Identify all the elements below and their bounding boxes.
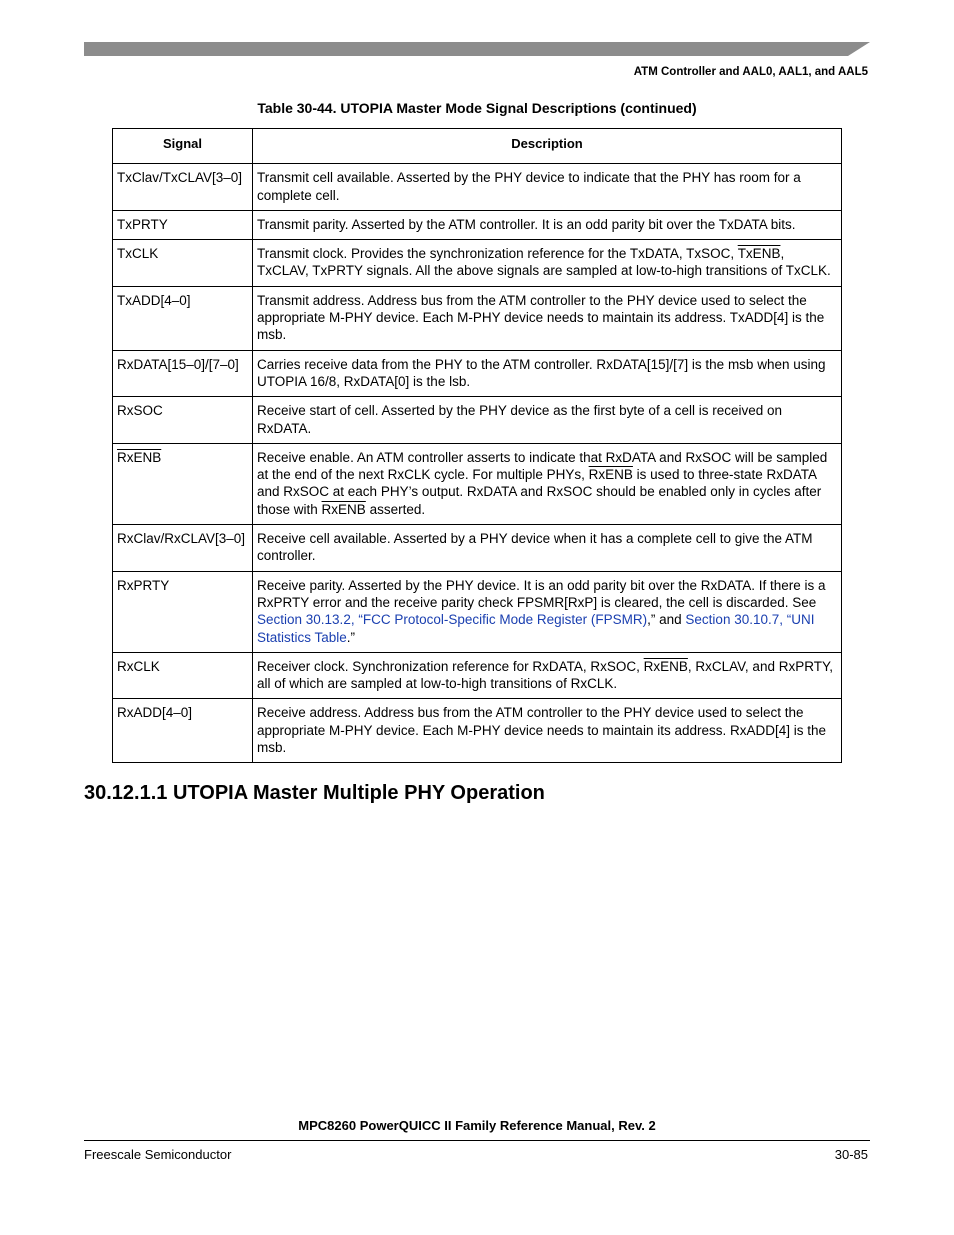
footer-divider	[84, 1140, 870, 1141]
active-low-signal: RxENB	[117, 449, 162, 465]
description-cell: Carries receive data from the PHY to the ATM controller. RxDATA[15]/[7] is the msb when using UTOPIA 16/8, RxDATA[0] is the lsb.	[253, 350, 842, 397]
description-text: Receive enable. An ATM controller asserts to indicate that RxDATA and RxSOC will be sampled at the end of the next RxCLK cycle. For multiple PHYs,	[257, 449, 828, 483]
description-cell: Receive cell available. Asserted by a PHY device when it has a complete cell to give the ATM controller.	[253, 525, 842, 572]
table-row	[113, 286, 842, 350]
description-text: ,” and	[647, 612, 686, 628]
signal-cell: TxADD[4–0]	[113, 286, 253, 350]
description-text: , TxCLAV, TxPRTY signals. All the above signals are sampled at low-to-high transitions of TxCLK.	[257, 246, 831, 279]
description-text: Transmit clock. Provides the synchronization reference for the TxDATA, TxSOC,	[257, 246, 738, 262]
description-text: is used to three-state RxDATA and RxSOC at each PHY’s output. RxDATA and RxSOC should be enabled only in cycles after those with	[257, 467, 822, 517]
table-row	[113, 240, 842, 287]
footer-manual-title: MPC8260 PowerQUICC II Family Reference Manual, Rev. 2	[298, 1118, 656, 1133]
signal-cell: TxCLK	[113, 240, 253, 287]
table-row	[113, 443, 842, 524]
description-cell	[253, 443, 842, 524]
description-cell: Transmit parity. Asserted by the ATM controller. It is an odd parity bit over the TxDATA bits.	[253, 210, 842, 239]
table-row	[113, 210, 842, 239]
table-row	[113, 164, 842, 211]
description-cell	[253, 571, 842, 652]
description-text: Receive parity. Asserted by the PHY device. It is an odd parity bit over the RxDATA. If there is a RxPRTY error and the receive parity check FPSMR[RxP] is cleared, the cell is discarded. See	[257, 577, 826, 610]
signal-cell: TxClav/TxCLAV[3–0]	[113, 164, 253, 211]
description-text: asserted.	[365, 501, 426, 517]
fpsmr-section-link[interactable]: Section 30.13.2, “FCC Protocol-Specific Mode Register (FPSMR)	[257, 612, 648, 628]
table-row	[113, 652, 842, 699]
signal-cell: RxADD[4–0]	[113, 699, 253, 763]
description-text: .”	[346, 629, 356, 645]
table-caption: Table 30-44. UTOPIA Master Mode Signal Descriptions (continued)	[257, 100, 697, 116]
column-header-signal: Signal	[113, 129, 253, 164]
column-header-description: Description	[253, 129, 842, 164]
description-cell: Transmit cell available. Asserted by the PHY device to indicate that the PHY has room for a complete cell.	[253, 164, 842, 211]
table-row	[113, 397, 842, 444]
active-low-signal: TxENB	[737, 246, 781, 262]
description-cell: Transmit address. Address bus from the ATM controller to the PHY device used to select the appropriate M-PHY device. Each M-PHY device needs to maintain its address. TxADD[4] is the msb.	[253, 286, 842, 350]
table-row	[113, 571, 842, 652]
active-low-signal: RxENB	[643, 658, 688, 674]
description-cell	[253, 240, 842, 287]
header-bar	[84, 42, 870, 56]
footer-page-number: 30-85	[834, 1147, 868, 1162]
signal-cell: RxDATA[15–0]/[7–0]	[113, 350, 253, 397]
signal-cell: RxCLK	[113, 652, 253, 699]
active-low-signal: RxENB	[321, 501, 366, 517]
uni-statistics-section-link[interactable]: Section 30.10.7, “UNI Statistics Table	[257, 612, 815, 645]
signal-cell	[113, 443, 253, 524]
description-cell	[253, 652, 842, 699]
signal-cell: RxSOC	[113, 397, 253, 444]
description-cell: Receive address. Address bus from the ATM controller to the PHY device used to select the appropriate M-PHY device. Each M-PHY device needs to maintain its address. RxADD[4] is the msb.	[253, 699, 842, 763]
signal-cell: TxPRTY	[113, 210, 253, 239]
table-header-row	[113, 129, 842, 164]
section-heading: 30.12.1.1 UTOPIA Master Multiple PHY Operation	[84, 782, 545, 804]
signal-cell: RxPRTY	[113, 571, 253, 652]
running-head: ATM Controller and AAL0, AAL1, and AAL5	[633, 66, 868, 78]
footer-company: Freescale Semiconductor	[84, 1147, 232, 1162]
table-row	[113, 350, 842, 397]
signal-table	[112, 128, 842, 763]
description-cell: Receive start of cell. Asserted by the PHY device as the first byte of a cell is received on RxDATA.	[253, 397, 842, 444]
table-row	[113, 699, 842, 763]
description-text: , RxCLAV, and RxPRTY, all of which are sampled at low-to-high transitions of RxCLK.	[257, 658, 833, 692]
description-text: Receiver clock. Synchronization reference for RxDATA, RxSOC,	[257, 658, 644, 674]
table-row	[113, 525, 842, 572]
active-low-signal: RxENB	[588, 467, 633, 483]
signal-cell: RxClav/RxCLAV[3–0]	[113, 525, 253, 572]
